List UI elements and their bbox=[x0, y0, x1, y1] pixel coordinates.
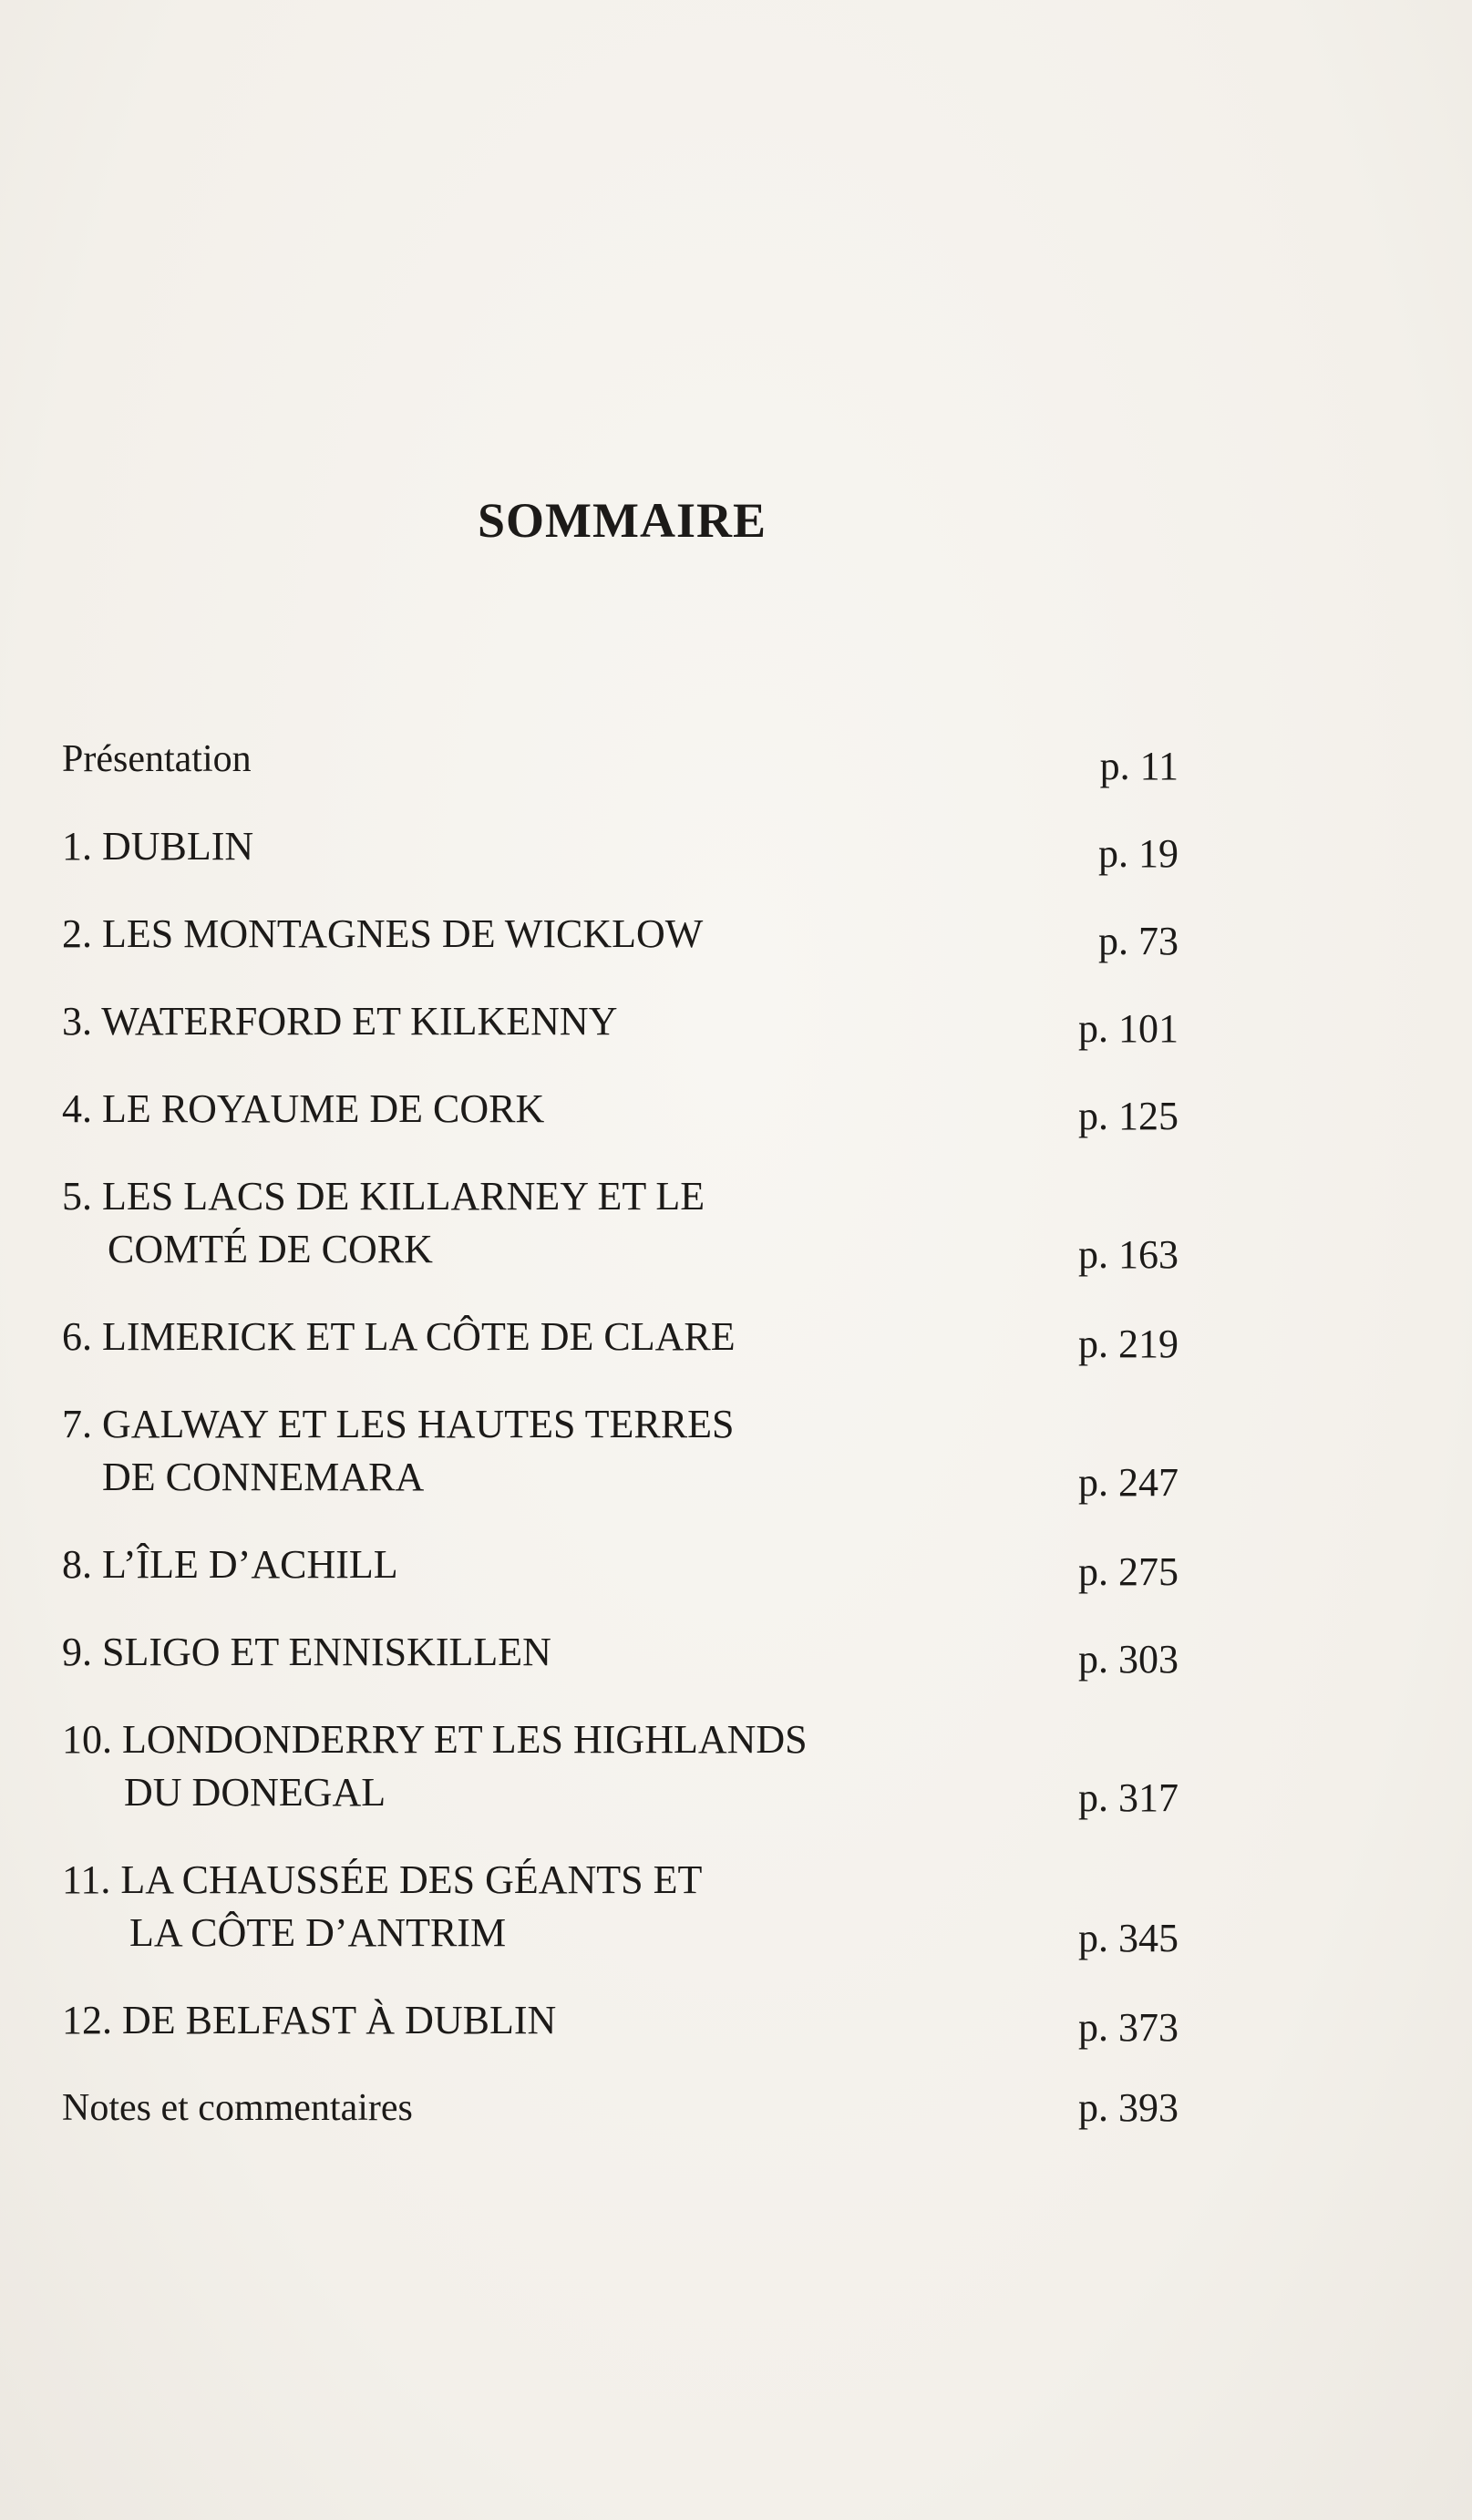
toc-entry-label: Notes et commentaires bbox=[62, 2087, 413, 2129]
toc-entry-label: 8. L’ÎLE D’ACHILL bbox=[62, 1542, 398, 1587]
toc-entry-label: 5. LES LACS DE KILLARNEY ET LE bbox=[62, 1174, 705, 1219]
toc-entry-label-continued: COMTÉ DE CORK bbox=[108, 1227, 433, 1271]
toc-entry-page: p. 11 bbox=[1099, 744, 1179, 788]
toc-entry-page: p. 345 bbox=[1078, 1916, 1179, 1960]
toc-entry-page: p. 393 bbox=[1078, 2085, 1179, 2130]
toc-entry-label: 3. WATERFORD ET KILKENNY bbox=[62, 999, 618, 1044]
toc-entry-label: 12. DE BELFAST À DUBLIN bbox=[62, 1998, 557, 2042]
toc-entry-page: p. 317 bbox=[1078, 1775, 1179, 1820]
toc-entry-page: p. 125 bbox=[1078, 1094, 1179, 1138]
toc-entry-label: 2. LES MONTAGNES DE WICKLOW bbox=[62, 911, 704, 956]
toc-entry-label: 1. DUBLIN bbox=[62, 824, 254, 869]
toc-entry-page: p. 163 bbox=[1078, 1232, 1179, 1277]
page-title: SOMMAIRE bbox=[478, 493, 767, 548]
toc-entry-page: p. 247 bbox=[1078, 1460, 1179, 1505]
toc-entry-page: p. 373 bbox=[1078, 2005, 1179, 2050]
toc-entry-label: 9. SLIGO ET ENNISKILLEN bbox=[62, 1630, 551, 1674]
toc-entry-label: 10. LONDONDERRY ET LES HIGHLANDS bbox=[62, 1717, 808, 1762]
toc-entry-label: 7. GALWAY ET LES HAUTES TERRES bbox=[62, 1402, 735, 1446]
toc-entry-page: p. 219 bbox=[1078, 1322, 1179, 1366]
toc-entry-label: Présentation bbox=[62, 738, 252, 780]
toc-entry-page: p. 19 bbox=[1098, 831, 1179, 876]
toc-entry-label: 11. LA CHAUSSÉE DES GÉANTS ET bbox=[62, 1857, 703, 1902]
toc-entry-label: 4. LE ROYAUME DE CORK bbox=[62, 1086, 545, 1131]
toc-entry-page: p. 303 bbox=[1078, 1637, 1179, 1682]
toc-entry-page: p. 101 bbox=[1078, 1006, 1179, 1051]
toc-entry-label-continued: DU DONEGAL bbox=[124, 1770, 386, 1815]
toc-entry-label-continued: LA CÔTE D’ANTRIM bbox=[129, 1910, 507, 1955]
toc-entry-label: 6. LIMERICK ET LA CÔTE DE CLARE bbox=[62, 1314, 736, 1359]
toc-entry-page: p. 275 bbox=[1078, 1549, 1179, 1594]
toc-entry-page: p. 73 bbox=[1098, 919, 1179, 963]
toc-entry-label-continued: DE CONNEMARA bbox=[102, 1455, 425, 1499]
